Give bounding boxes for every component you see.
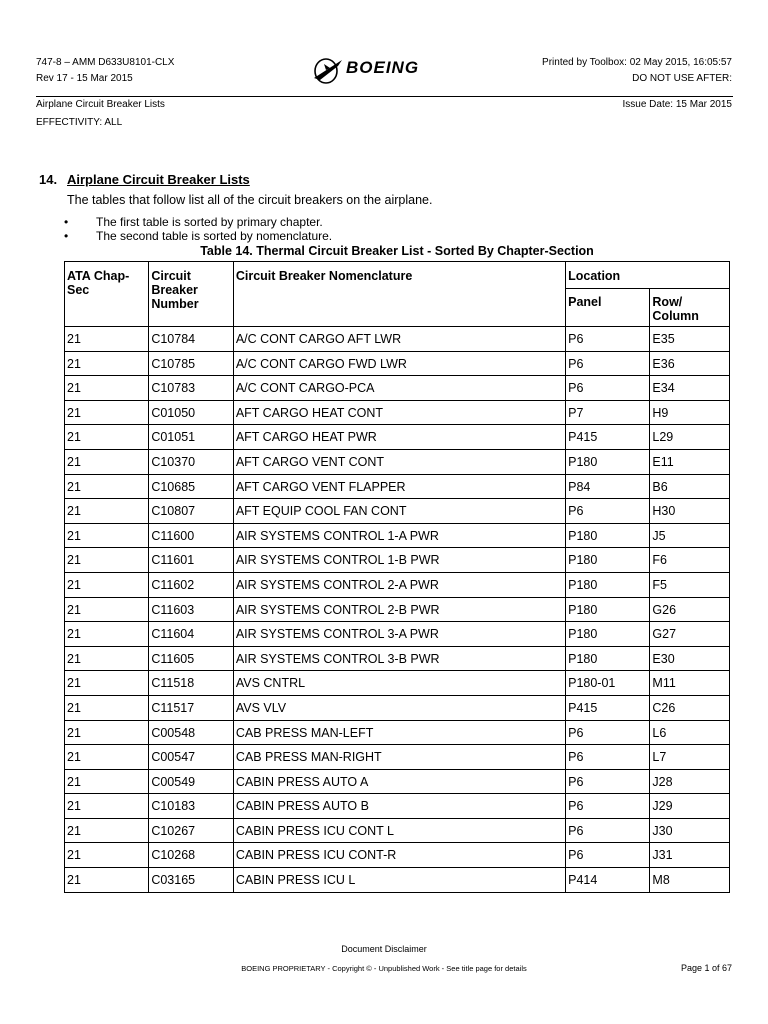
doc-id: 747-8 – AMM D633U8101-CLX: [36, 57, 175, 68]
table-row: [65, 327, 730, 352]
header-nomenclature: Circuit Breaker Nomenclature: [233, 262, 565, 327]
ata-cell: 21: [65, 868, 149, 893]
row-column-cell: J5: [650, 523, 730, 548]
table-row: [65, 695, 730, 720]
ata-cell: 21: [65, 523, 149, 548]
panel-cell: P6: [566, 720, 650, 745]
table-row: [65, 523, 730, 548]
boeing-logo-icon: [312, 54, 346, 86]
table-row: [65, 474, 730, 499]
nomenclature-cell: AIR SYSTEMS CONTROL 2-A PWR: [233, 572, 565, 597]
ata-cell: 21: [65, 622, 149, 647]
row-column-cell: F6: [650, 548, 730, 573]
header-location: Location: [566, 262, 730, 289]
effectivity: EFFECTIVITY: ALL: [36, 117, 123, 128]
cb-number-cell: C11518: [149, 671, 234, 696]
panel-cell: P6: [566, 769, 650, 794]
cb-number-cell: C10783: [149, 376, 234, 401]
table-row: [65, 843, 730, 868]
panel-cell: P6: [566, 376, 650, 401]
bullet-icon: •: [64, 215, 69, 229]
row-column-cell: E34: [650, 376, 730, 401]
nomenclature-cell: AFT CARGO HEAT PWR: [233, 425, 565, 450]
table-row: [65, 720, 730, 745]
nomenclature-cell: AIR SYSTEMS CONTROL 3-B PWR: [233, 646, 565, 671]
row-column-cell: E11: [650, 449, 730, 474]
list-item: • The second table is sorted by nomenclature.: [64, 229, 333, 243]
ata-cell: 21: [65, 597, 149, 622]
row-column-cell: E35: [650, 327, 730, 352]
nomenclature-cell: A/C CONT CARGO AFT LWR: [233, 327, 565, 352]
nomenclature-cell: CABIN PRESS ICU L: [233, 868, 565, 893]
row-column-cell: M8: [650, 868, 730, 893]
ata-cell: 21: [65, 745, 149, 770]
panel-cell: P180: [566, 622, 650, 647]
nomenclature-cell: CAB PRESS MAN-RIGHT: [233, 745, 565, 770]
nomenclature-cell: AFT CARGO VENT CONT: [233, 449, 565, 474]
cb-number-cell: C10267: [149, 818, 234, 843]
do-not-use-after: DO NOT USE AFTER:: [632, 73, 732, 84]
cb-number-cell: C11603: [149, 597, 234, 622]
cb-number-cell: C01050: [149, 400, 234, 425]
panel-cell: P414: [566, 868, 650, 893]
cb-number-cell: C01051: [149, 425, 234, 450]
ata-cell: 21: [65, 769, 149, 794]
row-column-cell: G26: [650, 597, 730, 622]
ata-cell: 21: [65, 794, 149, 819]
table-row: [65, 868, 730, 893]
bullet-icon: •: [64, 229, 69, 243]
nomenclature-cell: AIR SYSTEMS CONTROL 3-A PWR: [233, 622, 565, 647]
table-row: [65, 572, 730, 597]
cb-number-cell: C00549: [149, 769, 234, 794]
row-column-cell: C26: [650, 695, 730, 720]
cb-number-cell: C10685: [149, 474, 234, 499]
nomenclature-cell: AVS VLV: [233, 695, 565, 720]
cb-number-cell: C11604: [149, 622, 234, 647]
cb-number-cell: C11600: [149, 523, 234, 548]
nomenclature-cell: AIR SYSTEMS CONTROL 2-B PWR: [233, 597, 565, 622]
row-column-cell: M11: [650, 671, 730, 696]
cb-number-cell: C00547: [149, 745, 234, 770]
ata-cell: 21: [65, 400, 149, 425]
panel-cell: P84: [566, 474, 650, 499]
panel-cell: P6: [566, 499, 650, 524]
cb-number-cell: C11602: [149, 572, 234, 597]
panel-cell: P6: [566, 351, 650, 376]
cb-number-cell: C10370: [149, 449, 234, 474]
table-row: [65, 351, 730, 376]
nomenclature-cell: CABIN PRESS AUTO B: [233, 794, 565, 819]
nomenclature-cell: CAB PRESS MAN-LEFT: [233, 720, 565, 745]
page-number: Page 1 of 67: [680, 963, 732, 973]
ata-cell: 21: [65, 818, 149, 843]
nomenclature-cell: A/C CONT CARGO-PCA: [233, 376, 565, 401]
cb-number-cell: C11601: [149, 548, 234, 573]
ata-cell: 21: [65, 646, 149, 671]
table-caption: Table 14. Thermal Circuit Breaker List - Sorted By Chapter-Section: [200, 244, 594, 258]
proprietary-notice: BOEING PROPRIETARY - Copyright © - Unpublished Work - See title page for details: [241, 964, 527, 973]
table-row: [65, 499, 730, 524]
ata-cell: 21: [65, 499, 149, 524]
panel-cell: P6: [566, 843, 650, 868]
issue-date: Issue Date: 15 Mar 2015: [622, 99, 732, 110]
ata-cell: 21: [65, 572, 149, 597]
row-column-cell: E30: [650, 646, 730, 671]
row-column-cell: E36: [650, 351, 730, 376]
panel-cell: P180: [566, 646, 650, 671]
header-row-column: Row/ Column: [650, 289, 730, 327]
section-heading: [39, 172, 250, 187]
table-row: [65, 818, 730, 843]
nomenclature-cell: AIR SYSTEMS CONTROL 1-A PWR: [233, 523, 565, 548]
table-row: [65, 671, 730, 696]
revision: Rev 17 - 15 Mar 2015: [36, 73, 133, 84]
panel-cell: P180: [566, 597, 650, 622]
table-row: [65, 769, 730, 794]
panel-cell: P6: [566, 818, 650, 843]
row-column-cell: L7: [650, 745, 730, 770]
panel-cell: P180: [566, 449, 650, 474]
nomenclature-cell: AFT CARGO VENT FLAPPER: [233, 474, 565, 499]
header-panel: Panel: [566, 289, 650, 327]
panel-cell: P180: [566, 572, 650, 597]
ata-cell: 21: [65, 376, 149, 401]
nomenclature-cell: A/C CONT CARGO FWD LWR: [233, 351, 565, 376]
nomenclature-cell: CABIN PRESS ICU CONT L: [233, 818, 565, 843]
ata-cell: 21: [65, 351, 149, 376]
panel-cell: P6: [566, 794, 650, 819]
row-column-cell: F5: [650, 572, 730, 597]
section-name: Airplane Circuit Breaker Lists: [36, 99, 165, 110]
table-row: [65, 548, 730, 573]
table-row: [65, 376, 730, 401]
header-cb-number: Circuit Breaker Number: [149, 262, 234, 327]
printed-timestamp: Printed by Toolbox: 02 May 2015, 16:05:57: [542, 57, 732, 68]
ata-cell: 21: [65, 474, 149, 499]
panel-cell: P180: [566, 548, 650, 573]
section-number: 14.: [39, 172, 58, 187]
cb-number-cell: C03165: [149, 868, 234, 893]
row-column-cell: L6: [650, 720, 730, 745]
table-row: [65, 597, 730, 622]
cb-number-cell: C10784: [149, 327, 234, 352]
table-row: [65, 425, 730, 450]
intro-text: The tables that follow list all of the circuit breakers on the airplane.: [67, 193, 433, 207]
logo-wordmark: BOEING: [346, 58, 420, 77]
ata-cell: 21: [65, 695, 149, 720]
table-row: [65, 449, 730, 474]
boeing-logo: [312, 54, 460, 88]
cb-number-cell: C10807: [149, 499, 234, 524]
cb-number-cell: C11517: [149, 695, 234, 720]
panel-cell: P415: [566, 695, 650, 720]
table-row: [65, 646, 730, 671]
cb-number-cell: C10785: [149, 351, 234, 376]
table-row: [65, 794, 730, 819]
panel-cell: P6: [566, 745, 650, 770]
nomenclature-cell: AFT CARGO HEAT CONT: [233, 400, 565, 425]
nomenclature-cell: AVS CNTRL: [233, 671, 565, 696]
row-column-cell: J30: [650, 818, 730, 843]
bullet-list: [64, 215, 332, 243]
panel-cell: P180-01: [566, 671, 650, 696]
nomenclature-cell: CABIN PRESS ICU CONT-R: [233, 843, 565, 868]
document-disclaimer[interactable]: Document Disclaimer: [341, 944, 427, 954]
list-item: • The first table is sorted by primary chapter.: [64, 215, 323, 229]
row-column-cell: L29: [650, 425, 730, 450]
row-column-cell: G27: [650, 622, 730, 647]
panel-cell: P415: [566, 425, 650, 450]
header-rule: [36, 96, 733, 97]
row-column-cell: J28: [650, 769, 730, 794]
nomenclature-cell: AIR SYSTEMS CONTROL 1-B PWR: [233, 548, 565, 573]
cb-number-cell: C10268: [149, 843, 234, 868]
nomenclature-cell: AFT EQUIP COOL FAN CONT: [233, 499, 565, 524]
row-column-cell: J29: [650, 794, 730, 819]
header-ata: ATA Chap-Sec: [65, 262, 149, 327]
ata-cell: 21: [65, 843, 149, 868]
nomenclature-cell: CABIN PRESS AUTO A: [233, 769, 565, 794]
row-column-cell: H9: [650, 400, 730, 425]
ata-cell: 21: [65, 449, 149, 474]
ata-cell: 21: [65, 548, 149, 573]
table-body: [65, 327, 730, 893]
cb-number-cell: C11605: [149, 646, 234, 671]
table-row: [65, 622, 730, 647]
ata-cell: 21: [65, 720, 149, 745]
circuit-breaker-table: [64, 261, 730, 893]
section-title: Airplane Circuit Breaker Lists: [67, 172, 250, 187]
table-row: [65, 745, 730, 770]
row-column-cell: J31: [650, 843, 730, 868]
ata-cell: 21: [65, 425, 149, 450]
cb-number-cell: C00548: [149, 720, 234, 745]
row-column-cell: H30: [650, 499, 730, 524]
ata-cell: 21: [65, 671, 149, 696]
row-column-cell: B6: [650, 474, 730, 499]
table-row: [65, 400, 730, 425]
cb-number-cell: C10183: [149, 794, 234, 819]
panel-cell: P6: [566, 327, 650, 352]
ata-cell: 21: [65, 327, 149, 352]
panel-cell: P7: [566, 400, 650, 425]
panel-cell: P180: [566, 523, 650, 548]
